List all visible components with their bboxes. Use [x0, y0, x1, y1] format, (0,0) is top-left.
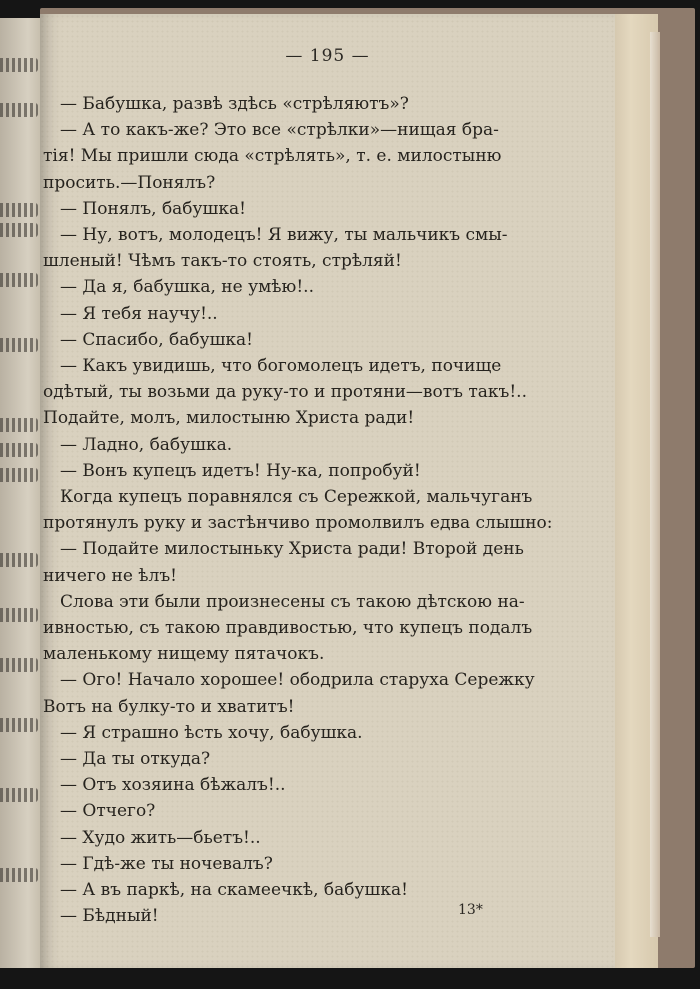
- text-line: — А то какъ-же? Это все «стрѣлки»—нищая бра-: [60, 120, 499, 141]
- text-line: — Понялъ, бабушка!: [60, 198, 246, 219]
- page-number: — 195 —: [285, 46, 370, 66]
- page-stack-shadow: [650, 32, 660, 937]
- facing-page-text-fragment: [0, 273, 38, 287]
- book-page: [40, 14, 615, 968]
- text-line: Подайте, молъ, милостыню Христа ради!: [43, 408, 415, 429]
- text-line: — Отъ хозяина бѣжалъ!..: [60, 775, 286, 796]
- text-line: — Я страшно ѣсть хочу, бабушка.: [60, 722, 363, 743]
- text-line: просить.—Понялъ?: [43, 172, 216, 193]
- facing-page-text-fragment: [0, 658, 38, 672]
- facing-page-text-fragment: [0, 223, 38, 237]
- text-line: Когда купецъ поравнялся съ Сережкой, мальчуганъ: [60, 487, 533, 507]
- text-line: — Бѣдный!: [60, 906, 159, 927]
- text-line: — А въ паркѣ, на скамеечкѣ, бабушка!: [60, 880, 408, 900]
- text-line: — Вонъ купецъ идетъ! Ну-ка, попробуй!: [60, 460, 421, 481]
- text-line: — Да я, бабушка, не умѣю!..: [60, 277, 314, 298]
- facing-page-text-fragment: [0, 553, 38, 567]
- text-line: — Какъ увидишь, что богомолецъ идетъ, почище: [60, 356, 502, 376]
- signature-mark: 13*: [458, 902, 483, 918]
- text-line: — Спасибо, бабушка!: [60, 329, 254, 350]
- text-line: — Отчего?: [60, 801, 156, 822]
- text-line: — Да ты откуда?: [60, 749, 211, 769]
- text-line: Вотъ на булку-то и хватитъ!: [43, 696, 295, 717]
- text-line: ничего не ѣлъ!: [43, 565, 177, 586]
- facing-page-text-fragment: [0, 468, 38, 482]
- facing-page-text-fragment: [0, 608, 38, 622]
- facing-page-text-fragment: [0, 868, 38, 882]
- text-line: шленый! Чѣмъ такъ-то стоять, стрѣляй!: [43, 251, 402, 272]
- facing-page-text-fragment: [0, 203, 38, 217]
- facing-page-text-fragment: [0, 338, 38, 352]
- facing-page-text-fragment: [0, 443, 38, 457]
- text-line: протянулъ руку и застѣнчиво промолвилъ едва слышно:: [43, 513, 553, 534]
- text-line: — Подайте милостыньку Христа ради! Второй день: [60, 539, 524, 560]
- facing-page-edge: [0, 18, 40, 968]
- text-line: — Ладно, бабушка.: [60, 434, 233, 455]
- text-line: — Гдѣ-же ты ночевалъ?: [60, 853, 273, 874]
- facing-page-text-fragment: [0, 418, 38, 432]
- facing-page-text-fragment: [0, 103, 38, 117]
- text-line: Слова эти были произнесены съ такою дѣтскою на-: [60, 591, 525, 612]
- text-line: тія! Мы пришли сюда «стрѣлять», т. е. милостыню: [43, 146, 502, 167]
- text-line: одѣтый, ты возьми да руку-то и протяни—вотъ такъ!..: [43, 382, 527, 403]
- facing-page-text-fragment: [0, 58, 38, 72]
- text-line: — Ну, вотъ, молодецъ! Я вижу, ты мальчикъ смы-: [60, 225, 508, 245]
- text-line: — Ого! Начало хорошее! ободрила старуха Сережку: [60, 670, 535, 691]
- text-line: — Я тебя научу!..: [60, 303, 218, 324]
- text-line: ивностью, съ такою правдивостью, что купецъ подалъ: [43, 618, 533, 638]
- facing-page-text-fragment: [0, 718, 38, 732]
- text-line: — Худо жить—бьетъ!..: [60, 827, 261, 848]
- text-line: маленькому нищему пятачокъ.: [43, 644, 325, 665]
- text-line: — Бабушка, развѣ здѣсь «стрѣляютъ»?: [60, 94, 409, 114]
- facing-page-text-fragment: [0, 788, 38, 802]
